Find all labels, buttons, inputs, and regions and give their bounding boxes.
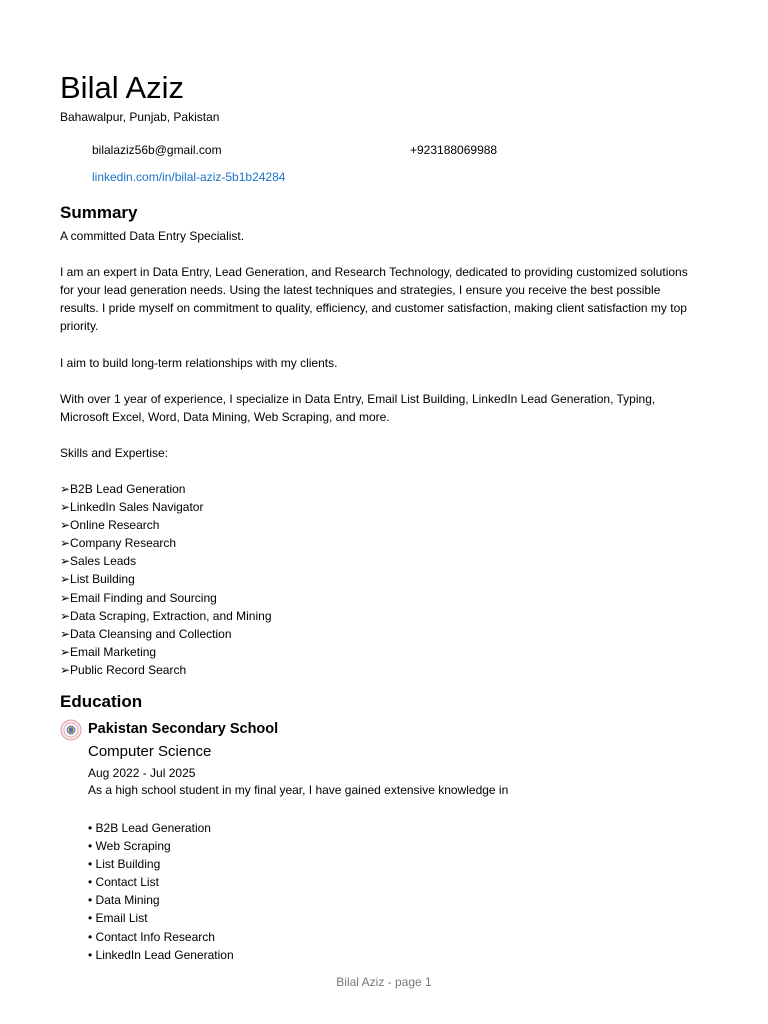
email: bilalaziz56b@gmail.com xyxy=(92,143,222,157)
skill-item: ➢Data Scraping, Extraction, and Mining xyxy=(60,608,272,623)
skill-item: ➢Data Cleansing and Collection xyxy=(60,626,232,641)
skill-item: ➢List Building xyxy=(60,572,135,587)
skill-item: ➢Email Finding and Sourcing xyxy=(60,590,217,605)
linkedin-link[interactable]: linkedin.com/in/bilal-aziz-5b1b24284 xyxy=(92,170,286,184)
phone: +923188069988 xyxy=(410,143,498,157)
summary-paragraph: Skills and Expertise: xyxy=(60,446,169,461)
education-skill-item: • Contact List xyxy=(88,875,159,890)
summary-paragraph: I am an expert in Data Entry, Lead Generation, and Research Technology, dedicated to providing customized solutions for your lead generation needs. Using the latest techniques and strategies, I ensure you receive the best possible results. I pride myself on commitment to quality, efficiency, and customer satisfaction, making client satisfaction my top priority. xyxy=(60,265,692,334)
education-skill-item: • List Building xyxy=(88,857,161,872)
education-skill-item: • B2B Lead Generation xyxy=(88,821,211,835)
skill-item: ➢LinkedIn Sales Navigator xyxy=(60,500,204,515)
education-dates: Aug 2022 - Jul 2025 xyxy=(88,766,196,780)
skills-list xyxy=(60,480,272,679)
summary-paragraph: With over 1 year of experience, I specialize in Data Entry, Email List Building, LinkedIn Lead Generation, Typing, Microsoft Excel, Word, Data Mining, Web Scraping, and more. xyxy=(60,391,659,424)
candidate-name: Bilal Aziz xyxy=(60,70,185,105)
location: Bahawalpur, Punjab, Pakistan xyxy=(60,110,220,124)
school-name: Pakistan Secondary School xyxy=(88,721,279,737)
education-skill-item: • Email List xyxy=(88,911,148,926)
skill-item: ➢Public Record Search xyxy=(60,662,187,677)
school-crest-icon xyxy=(60,719,82,741)
education-skill-item: • LinkedIn Lead Generation xyxy=(88,947,234,962)
skill-item: ➢Email Marketing xyxy=(60,644,157,659)
page-footer: Bilal Aziz - page 1 xyxy=(336,975,432,989)
education-skill-item: • Data Mining xyxy=(88,893,160,908)
skill-item: ➢Sales Leads xyxy=(60,554,137,569)
skill-item: ➢B2B Lead Generation xyxy=(60,482,186,496)
skill-item: ➢Company Research xyxy=(60,536,177,551)
summary-text xyxy=(60,227,700,462)
summary-heading: Summary xyxy=(60,203,138,222)
education-heading: Education xyxy=(60,692,143,711)
skill-item: ➢Online Research xyxy=(60,518,160,533)
education-skill-item: • Contact Info Research xyxy=(88,929,215,944)
education-skill-item: • Web Scraping xyxy=(88,839,171,854)
education-description: As a high school student in my final year, I have gained extensive knowledge in xyxy=(88,783,509,797)
summary-paragraph: A committed Data Entry Specialist. xyxy=(60,229,245,243)
education-skills-list xyxy=(88,819,234,964)
summary-paragraph: I aim to build long-term relationships with my clients. xyxy=(60,355,338,370)
degree: Computer Science xyxy=(88,743,212,760)
